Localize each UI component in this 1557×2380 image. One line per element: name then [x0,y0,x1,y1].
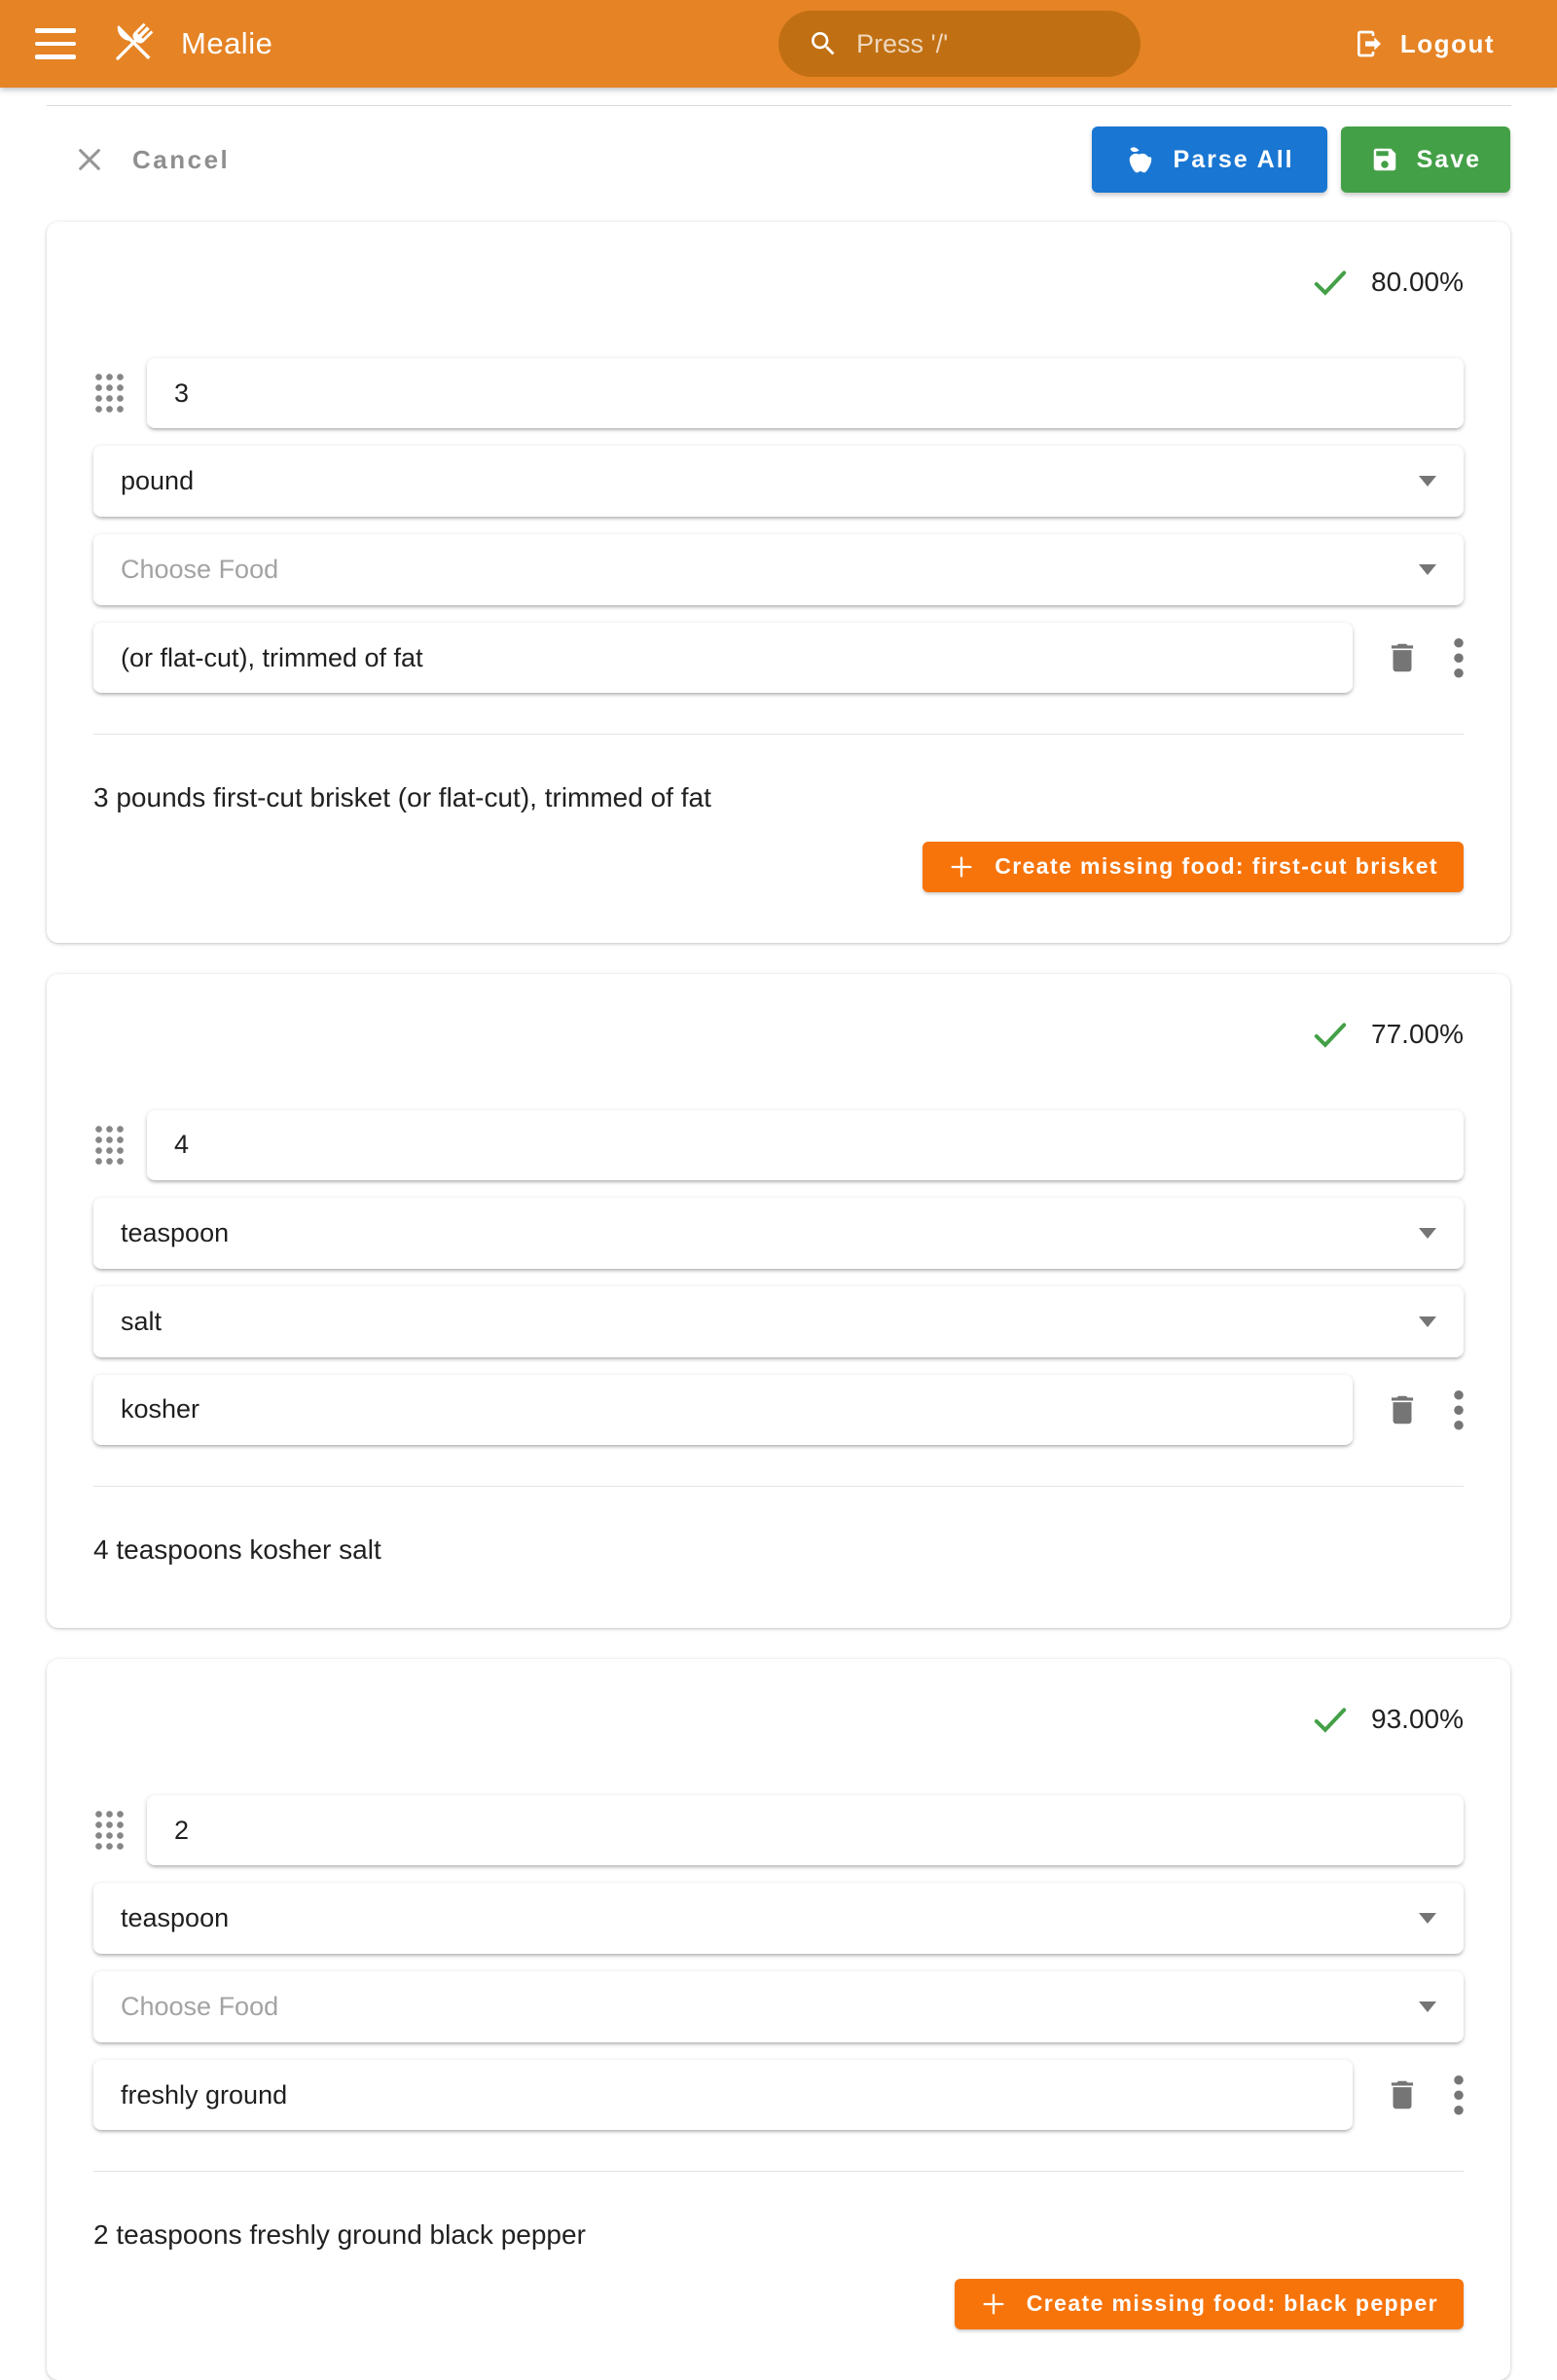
notes-value: freshly ground [121,2079,288,2110]
notes-input[interactable] [93,623,1353,693]
food-placeholder: Choose Food [121,1992,279,2022]
notes-input[interactable] [93,1375,1353,1445]
chevron-down-icon[interactable] [1419,1228,1436,1239]
unit-select[interactable] [93,1198,1464,1269]
drag-handle-icon[interactable] [93,1809,126,1852]
parse-confidence [93,1015,1464,1054]
save-label: Save [1416,145,1481,173]
unit-value: pound [121,466,195,495]
chevron-down-icon[interactable] [1419,1913,1436,1924]
search-placeholder: Press '/' [856,28,949,58]
delete-button[interactable] [1384,1391,1421,1428]
kebab-menu-icon[interactable] [1454,635,1464,680]
quantity-input[interactable] [147,358,1464,428]
create-missing-food-button[interactable] [923,842,1464,892]
create-missing-food-button[interactable] [955,2279,1464,2329]
chevron-down-icon[interactable] [1419,1316,1436,1327]
logout-icon [1354,28,1385,59]
confidence-value: 80.00% [1371,267,1464,297]
quantity-input[interactable] [147,1795,1464,1865]
notes-value: (or flat-cut), trimmed of fat [121,642,423,672]
menu-icon[interactable] [35,28,76,59]
apple-icon [1125,144,1156,175]
search-icon [808,28,839,59]
parse-all-button[interactable] [1092,126,1327,193]
food-value: salt [121,1306,163,1336]
chevron-down-icon[interactable] [1419,476,1436,487]
drag-handle-icon[interactable] [93,372,126,415]
original-ingredient-text: 2 teaspoons freshly ground black pepper [93,2219,586,2251]
food-select[interactable] [93,534,1464,605]
notes-input[interactable] [93,2060,1353,2130]
original-ingredient-text: 3 pounds first-cut brisket (or flat-cut), trimmed of fat [93,782,711,812]
confidence-value: 93.00% [1371,1704,1464,1735]
food-select[interactable] [93,1286,1464,1357]
close-icon [74,144,105,175]
food-placeholder: Choose Food [121,555,279,584]
delete-icon [1384,2076,1421,2113]
confidence-value: 77.00% [1371,1018,1464,1049]
notes-value: kosher [121,1394,200,1424]
check-icon [1311,1015,1350,1054]
unit-select[interactable] [93,446,1464,517]
unit-value: teaspoon [121,1903,230,1933]
chevron-down-icon[interactable] [1419,564,1436,575]
card-divider [93,734,1464,735]
header-divider [47,105,1511,106]
quantity-value: 2 [174,1815,190,1845]
plus-icon [948,853,975,881]
logout-button[interactable] [1354,0,1495,88]
create-missing-food-label: Create missing food: black pepper [1026,2290,1438,2317]
card-divider [93,1486,1464,1487]
save-icon [1370,145,1399,174]
parse-confidence [93,263,1464,302]
ingredient-card [47,1659,1510,2380]
delete-button[interactable] [1384,2076,1421,2113]
check-icon [1311,1700,1350,1739]
food-select[interactable] [93,1971,1464,2042]
save-button[interactable] [1341,126,1510,193]
create-missing-food-label: Create missing food: first-cut brisket [995,853,1438,880]
kebab-menu-icon[interactable] [1454,1388,1464,1432]
editor-toolbar [0,126,1557,193]
drag-handle-icon[interactable] [93,1124,126,1167]
delete-button[interactable] [1384,639,1421,676]
check-icon [1311,263,1350,302]
ingredient-card [47,222,1510,943]
app-bar [0,0,1557,88]
logout-label: Logout [1399,28,1495,58]
unit-value: teaspoon [121,1217,230,1247]
parse-confidence [93,1700,1464,1739]
cancel-button[interactable] [47,144,230,175]
unit-select[interactable] [93,1883,1464,1954]
quantity-input[interactable] [147,1110,1464,1180]
card-divider [93,2171,1464,2172]
original-ingredient-text: 4 teaspoons kosher salt [93,1533,381,1565]
quantity-value: 3 [174,378,190,408]
delete-icon [1384,639,1421,676]
delete-icon [1384,1391,1421,1428]
ingredient-card [47,974,1510,1629]
chevron-down-icon[interactable] [1419,2001,1436,2012]
parse-all-label: Parse All [1173,145,1294,173]
kebab-menu-icon[interactable] [1454,2073,1464,2117]
app-title: Mealie [181,26,273,60]
search-input[interactable] [778,11,1141,77]
cancel-label: Cancel [132,144,231,174]
plus-icon [980,2290,1007,2318]
mealie-logo-icon [107,18,158,69]
quantity-value: 4 [174,1130,190,1160]
